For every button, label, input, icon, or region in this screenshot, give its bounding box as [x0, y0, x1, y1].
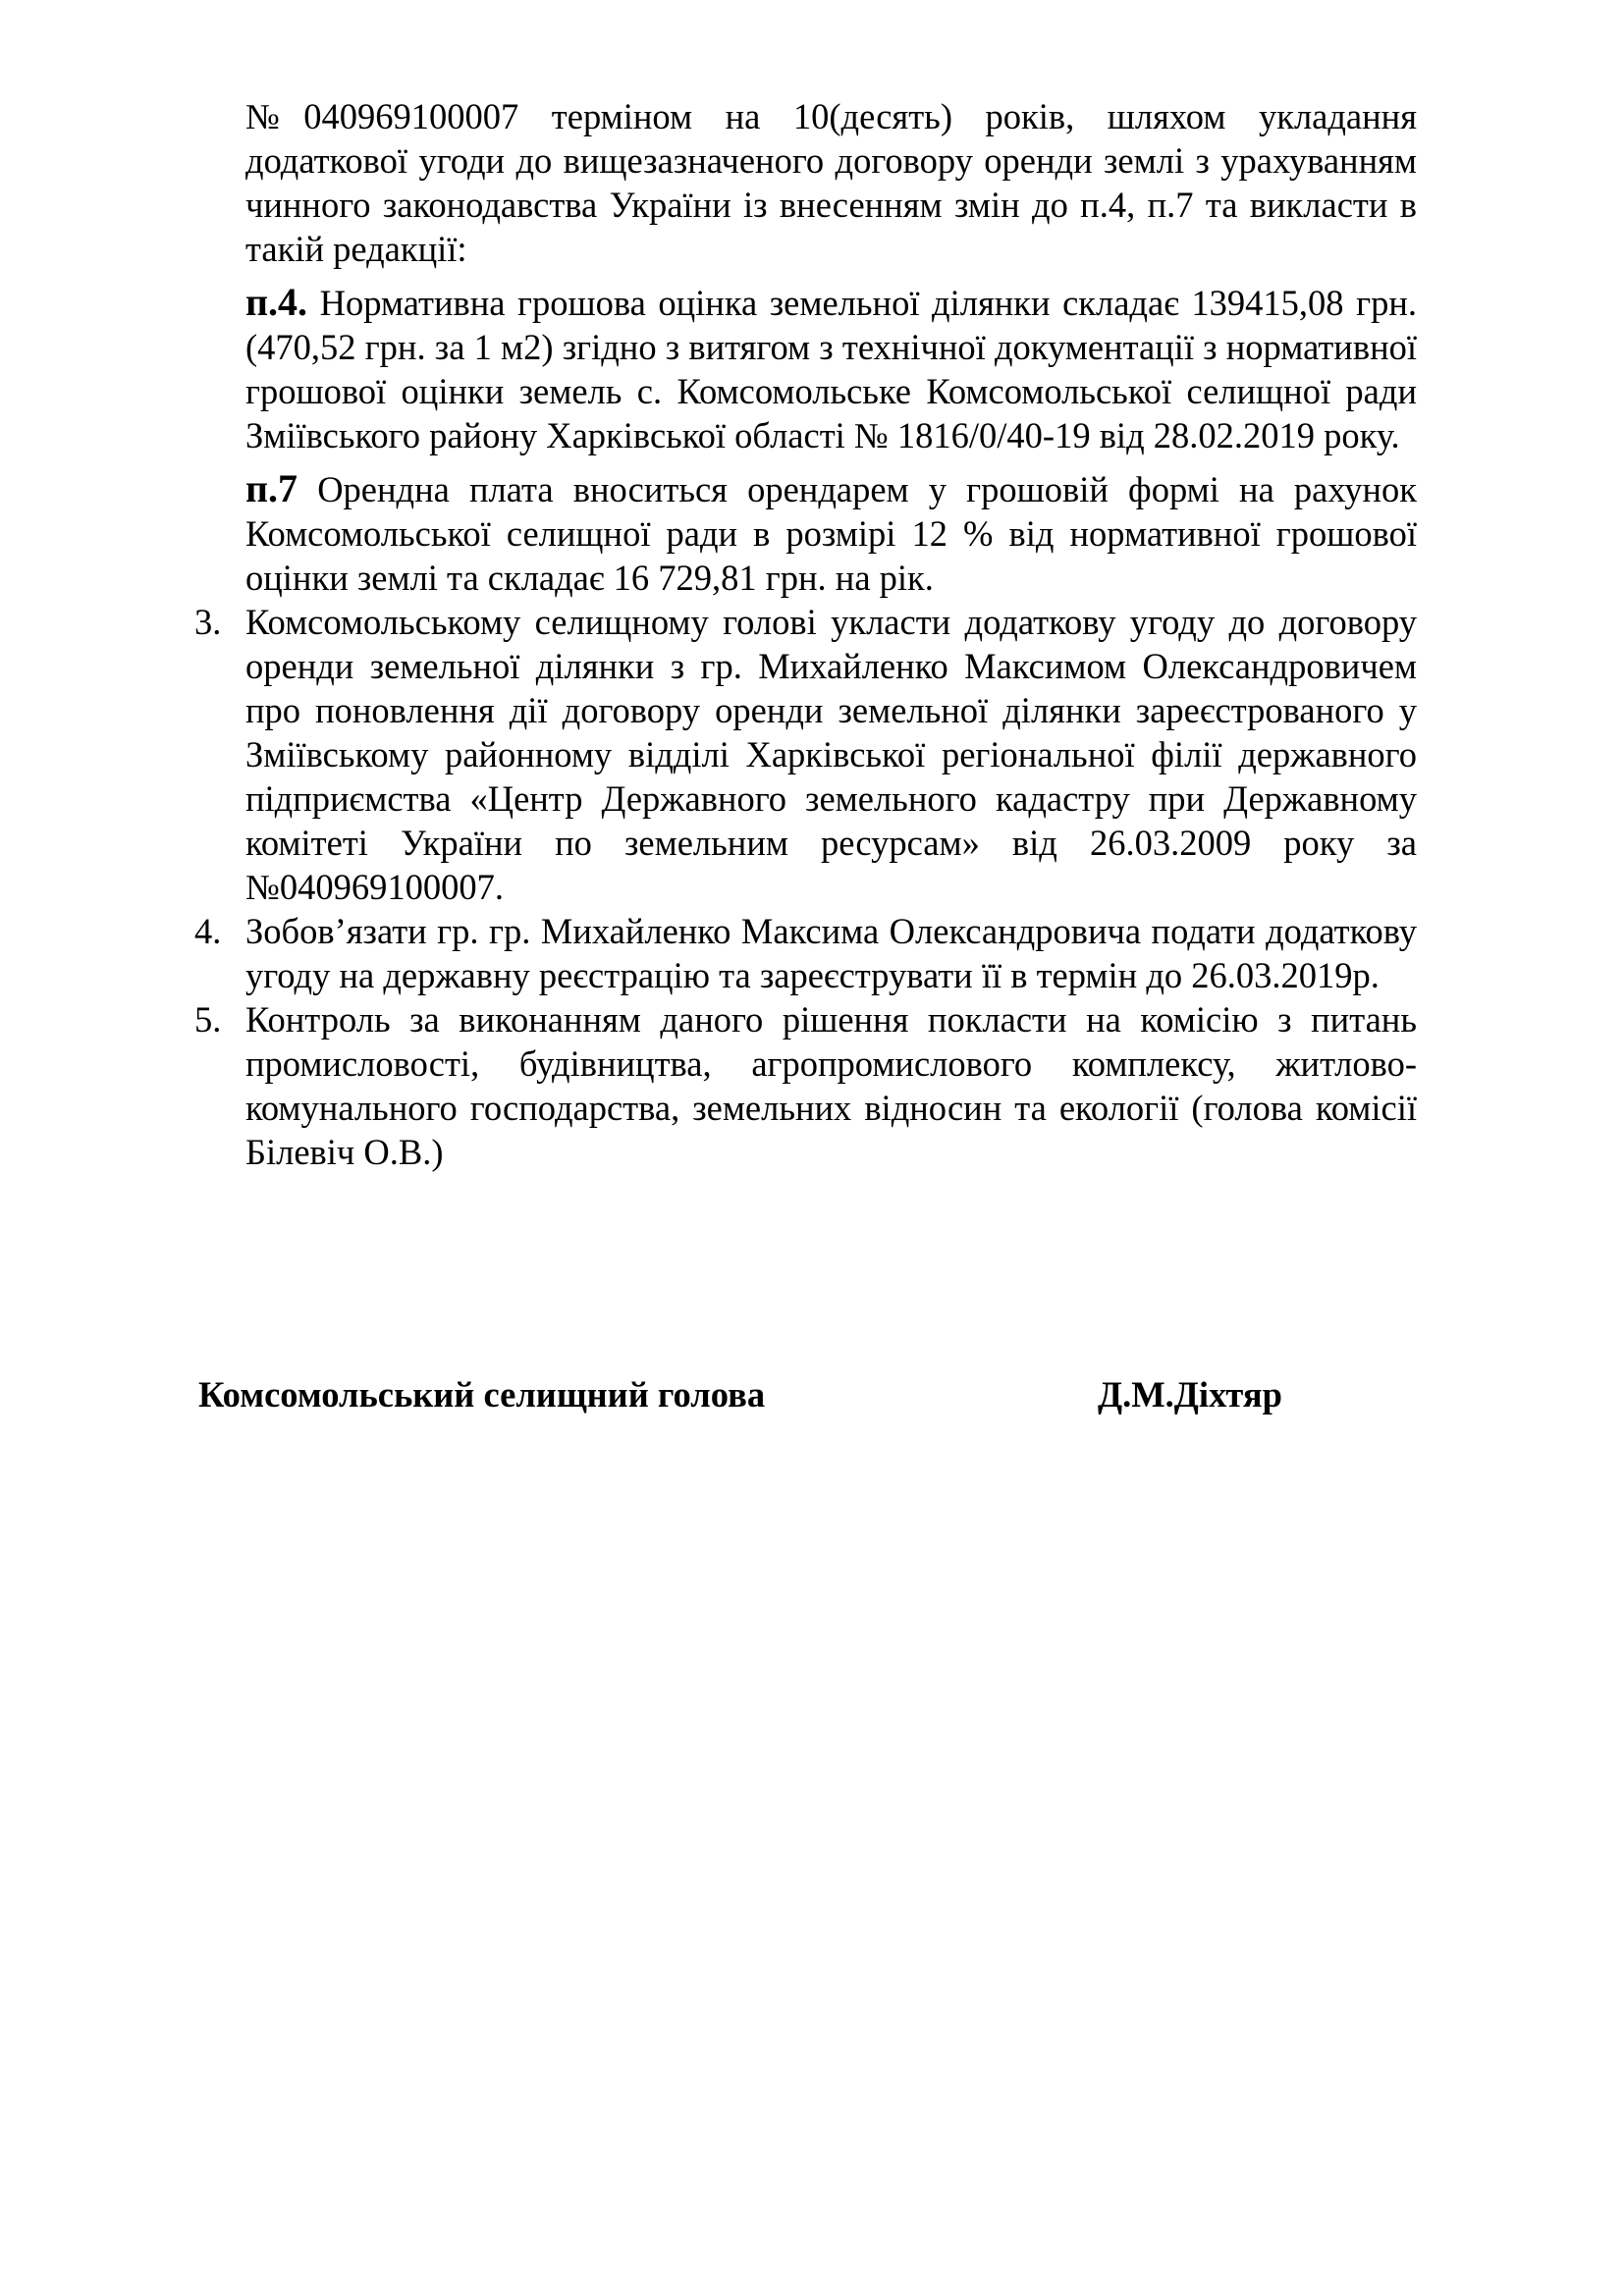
list-item-number: 3.: [194, 602, 222, 642]
intro-paragraph: №040969100007 терміном на 10(десять) років, шляхом укладання додаткової угоди до вищезазначеного договору оренди землі з урахуванням чинного законодавства України із внесенням змін до п.4, п.7 та викласти в такій редакції:: [245, 96, 1417, 269]
list-item-5: [194, 997, 1417, 1174]
clause-7-text: Орендна плата вноситься орендарем у грошовій формі на рахунок Комсомольської селищної ради в розмірі 12 % від нормативної грошової оцінки землі та складає 16 729,81 грн. на рік.: [245, 469, 1417, 598]
numbered-list: [194, 600, 1417, 1174]
list-item-number: 4.: [194, 911, 222, 951]
clause-4: [245, 280, 1417, 457]
list-item-text: Зобов’язати гр. гр. Михайленко Максима Олександровича подати додаткову угоду на державну реєстрацію та зареєструвати її в термін до 26.03.2019р.: [245, 911, 1417, 995]
clause-4-label: п.4.: [245, 280, 308, 324]
list-item-text: Комсомольському селищному голові укласти додаткову угоду до договору оренди земельної ділянки з гр. Михайленко Максимом Олександровичем про поновлення дії договору оренди земельної ділянки зареєстрованого у Зміївському районному відділі Харківської регіональної філії державного підприємства «Центр Державного земельного кадастру при Державному комітеті України по земельним ресурсам» від 26.03.2009 року за №040969100007.: [245, 602, 1417, 907]
document-body: [194, 94, 1417, 1174]
clause-7: [245, 466, 1417, 600]
list-item-text: Контроль за виконанням даного рішення покласти на комісію з питань промисловості, будівництва, агропромислового комплексу, житлово-комунального господарства, земельних відносин та екології (голова комісії Білевіч О.В.): [245, 999, 1417, 1172]
list-item-3: [194, 600, 1417, 909]
clause-7-label: п.7: [245, 466, 298, 510]
clause-4-text: Нормативна грошова оцінка земельної ділянки складає 139415,08 грн. (470,52 грн. за 1 м2) згідно з витягом з технічної документації з нормативної грошової оцінки земель с. Комсомольське Комсомольської селищної ради Зміївського району Харківської області № 1816/0/40-19 від 28.02.2019 року.: [245, 283, 1417, 455]
signatory-title: Комсомольський селищний голова: [198, 1374, 766, 1415]
list-item-number: 5.: [194, 999, 222, 1040]
list-item-4: [194, 909, 1417, 997]
signatory-name: Д.М.Діхтяр: [1098, 1374, 1282, 1415]
